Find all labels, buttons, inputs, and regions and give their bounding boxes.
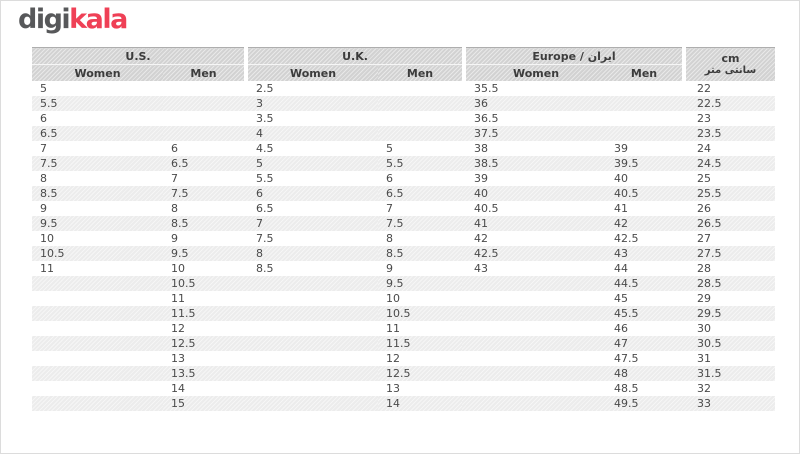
cell — [32, 381, 163, 396]
group-gap — [682, 65, 686, 82]
cell: 36 — [466, 96, 606, 111]
cell — [466, 321, 606, 336]
cell: 6.5 — [163, 156, 244, 171]
cell: 37.5 — [466, 126, 606, 141]
cell: 11.5 — [378, 336, 462, 351]
cell: 8 — [40, 172, 47, 185]
cell: 7.5 — [163, 186, 244, 201]
cell: 10.5 — [163, 276, 244, 291]
cell — [32, 336, 163, 351]
cell: 8.5 — [378, 246, 462, 261]
cell: 40 — [614, 172, 629, 185]
cell: 4.5 — [256, 142, 274, 155]
cell: 31 — [697, 352, 712, 365]
cell: 7.5 — [378, 216, 462, 231]
cell — [248, 381, 378, 396]
cell — [248, 276, 378, 291]
cell: 8 — [171, 202, 178, 215]
cell — [32, 276, 163, 291]
cell: 28.5 — [686, 276, 775, 291]
header-group-uk: U.K. — [248, 48, 462, 65]
cell — [606, 96, 682, 111]
table-row — [32, 156, 775, 171]
header-sub-row — [32, 65, 775, 82]
cell: 45.5 — [606, 306, 682, 321]
cell — [606, 126, 682, 141]
cell — [32, 351, 163, 366]
cell: 42 — [474, 232, 489, 245]
cell — [248, 321, 378, 336]
cell: 5.5 — [378, 156, 462, 171]
cell: 44 — [614, 262, 629, 275]
cell — [466, 291, 606, 306]
cell: 14 — [378, 396, 462, 411]
cell: 24 — [697, 142, 712, 155]
cell: 13.5 — [163, 366, 244, 381]
cell: 27.5 — [686, 246, 775, 261]
table-row — [32, 231, 775, 246]
cell — [466, 366, 606, 381]
cell: 43 — [606, 246, 682, 261]
cell — [466, 396, 606, 411]
cell: 8.5 — [163, 216, 244, 231]
cell: 5 — [248, 156, 378, 171]
cell — [248, 351, 378, 366]
cell: 49.5 — [606, 396, 682, 411]
header-uk-women: Women — [248, 65, 378, 82]
cell: 35.5 — [474, 82, 499, 95]
header-eu-men: Men — [606, 65, 682, 82]
cell: 45 — [614, 292, 629, 305]
cell: 5.5 — [32, 96, 163, 111]
cell — [163, 111, 244, 126]
cell: 7 — [386, 202, 393, 215]
cell: 13 — [386, 382, 400, 395]
cell: 9.5 — [378, 276, 462, 291]
cell: 11 — [171, 292, 185, 305]
cell: 7 — [171, 172, 178, 185]
cell — [248, 291, 378, 306]
table-row — [32, 171, 775, 186]
cell: 39 — [614, 142, 629, 155]
cell: 12 — [171, 322, 185, 335]
cell: 9.5 — [32, 216, 163, 231]
cell: 25 — [697, 172, 712, 185]
cell: 28 — [697, 262, 712, 275]
table-row — [32, 396, 775, 411]
table-row — [32, 261, 775, 276]
cell: 22.5 — [686, 96, 775, 111]
cell: 6 — [171, 142, 178, 155]
logo-part-kala: kala — [69, 4, 127, 35]
table-row — [32, 306, 775, 321]
cell — [163, 96, 244, 111]
cell: 39 — [474, 172, 489, 185]
cell: 23.5 — [686, 126, 775, 141]
header-cm-en: cm — [721, 51, 740, 65]
cell: 6 — [248, 186, 378, 201]
cell: 6.5 — [378, 186, 462, 201]
cell — [32, 306, 163, 321]
cell: 2.5 — [256, 82, 274, 95]
cell: 48 — [606, 366, 682, 381]
size-conversion-table — [32, 47, 775, 411]
cell: 6 — [386, 172, 393, 185]
cell — [378, 96, 462, 111]
cell: 42.5 — [466, 246, 606, 261]
cell — [248, 306, 378, 321]
table-row — [32, 111, 775, 126]
cell: 11 — [386, 322, 400, 335]
cell: 7.5 — [256, 232, 274, 245]
cell: 12 — [386, 352, 400, 365]
cell: 42 — [606, 216, 682, 231]
cell: 9 — [171, 232, 178, 245]
cell: 10 — [40, 232, 54, 245]
cell: 11 — [40, 262, 54, 275]
cell — [466, 276, 606, 291]
cell — [378, 111, 462, 126]
cell: 14 — [171, 382, 185, 395]
cell: 5 — [386, 142, 393, 155]
cell: 9 — [386, 262, 393, 275]
cell: 38 — [474, 142, 489, 155]
table-row — [32, 141, 775, 156]
size-table-body — [32, 81, 775, 411]
header-cm — [686, 48, 775, 82]
cell: 4 — [248, 126, 378, 141]
header-cm-fa: سانتی متر — [704, 64, 757, 76]
cell — [466, 306, 606, 321]
table-row — [32, 96, 775, 111]
cell — [466, 351, 606, 366]
cell: 8 — [248, 246, 378, 261]
cell: 6 — [40, 112, 47, 125]
cell: 10 — [386, 292, 400, 305]
cell: 41 — [466, 216, 606, 231]
cell: 40.5 — [474, 202, 499, 215]
cell: 6.5 — [32, 126, 163, 141]
digikala-logo — [18, 4, 127, 36]
cell: 25.5 — [686, 186, 775, 201]
cell: 26.5 — [686, 216, 775, 231]
cell: 9.5 — [163, 246, 244, 261]
cell: 12.5 — [163, 336, 244, 351]
cell — [32, 321, 163, 336]
cell: 42.5 — [614, 232, 639, 245]
cell: 36.5 — [474, 112, 499, 125]
cell: 10.5 — [378, 306, 462, 321]
table-row — [32, 381, 775, 396]
header-group-europe: Europe / ایران — [466, 48, 682, 65]
header-uk-men: Men — [378, 65, 462, 82]
table-row — [32, 336, 775, 351]
cell: 12.5 — [378, 366, 462, 381]
cell: 3 — [248, 96, 378, 111]
table-row — [32, 321, 775, 336]
cell: 40.5 — [606, 186, 682, 201]
cell: 27 — [697, 232, 712, 245]
cell: 7 — [40, 142, 47, 155]
cell — [32, 396, 163, 411]
cell: 13 — [171, 352, 185, 365]
cell — [163, 81, 244, 96]
header-group-row — [32, 48, 775, 65]
table-row — [32, 81, 775, 96]
cell: 9 — [40, 202, 47, 215]
table-row — [32, 201, 775, 216]
cell: 26 — [697, 202, 712, 215]
cell: 7.5 — [32, 156, 163, 171]
cell: 39.5 — [606, 156, 682, 171]
cell: 3.5 — [256, 112, 274, 125]
cell — [466, 336, 606, 351]
table-row — [32, 126, 775, 141]
cell: 5.5 — [256, 172, 274, 185]
cell: 8.5 — [32, 186, 163, 201]
cell: 30.5 — [686, 336, 775, 351]
cell: 40 — [466, 186, 606, 201]
cell: 38.5 — [466, 156, 606, 171]
cell: 7 — [248, 216, 378, 231]
table-row — [32, 276, 775, 291]
table-row — [32, 366, 775, 381]
cell — [32, 291, 163, 306]
cell: 15 — [163, 396, 244, 411]
cell: 24.5 — [686, 156, 775, 171]
cell — [606, 111, 682, 126]
cell: 6.5 — [256, 202, 274, 215]
cell — [248, 396, 378, 411]
cell: 10 — [171, 262, 185, 275]
header-us-men: Men — [163, 65, 244, 82]
cell: 23 — [697, 112, 712, 125]
cell — [378, 126, 462, 141]
cell: 32 — [697, 382, 712, 395]
cell: 43 — [474, 262, 489, 275]
header-group-us: U.S. — [32, 48, 244, 65]
cell — [32, 366, 163, 381]
cell — [466, 381, 606, 396]
cell — [378, 81, 462, 96]
table-row — [32, 186, 775, 201]
cell: 8.5 — [256, 262, 274, 275]
cell: 8 — [386, 232, 393, 245]
cell: 46 — [614, 322, 629, 335]
cell: 29 — [697, 292, 712, 305]
table-row — [32, 216, 775, 231]
cell: 47 — [606, 336, 682, 351]
header-us-women: Women — [32, 65, 163, 82]
cell: 47.5 — [614, 352, 639, 365]
cell: 41 — [614, 202, 629, 215]
cell — [163, 126, 244, 141]
cell: 29.5 — [686, 306, 775, 321]
header-eu-women: Women — [466, 65, 606, 82]
cell: 33 — [686, 396, 775, 411]
cell: 44.5 — [606, 276, 682, 291]
cell: 11.5 — [163, 306, 244, 321]
table-row — [32, 246, 775, 261]
cell: 22 — [697, 82, 712, 95]
cell: 10.5 — [32, 246, 163, 261]
cell: 31.5 — [686, 366, 775, 381]
logo-part-digi: digi — [18, 4, 70, 35]
cell — [606, 81, 682, 96]
cell: 5 — [40, 82, 47, 95]
cell — [248, 366, 378, 381]
table-row — [32, 291, 775, 306]
cell: 30 — [697, 322, 712, 335]
cell — [248, 336, 378, 351]
cell: 48.5 — [614, 382, 639, 395]
table-row — [32, 351, 775, 366]
table-header — [32, 48, 775, 82]
